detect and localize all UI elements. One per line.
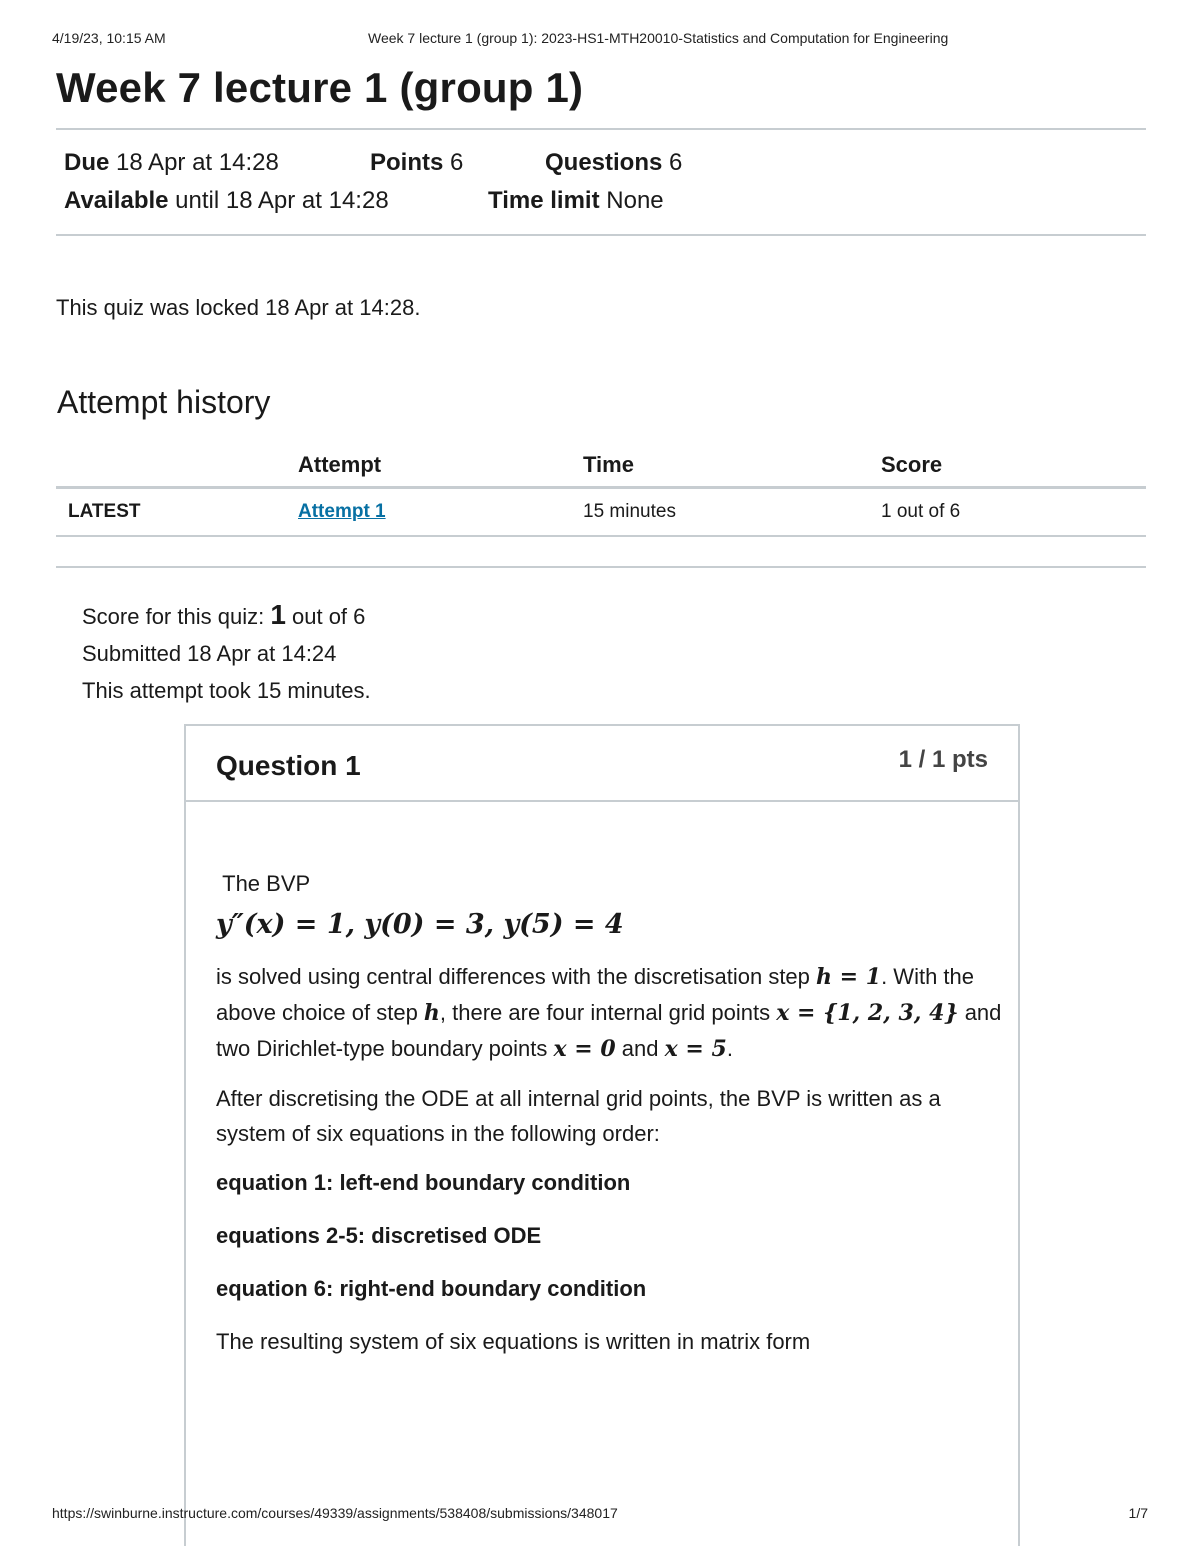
submitted-time: Submitted 18 Apr at 14:24	[82, 641, 337, 666]
points-value: 6	[450, 149, 464, 176]
column-header-score: Score	[881, 446, 1146, 488]
question-intro: The BVP	[222, 871, 311, 896]
question-body	[216, 866, 1006, 1373]
due-label: Due	[64, 149, 110, 176]
available-label: Available	[64, 187, 169, 214]
attempt-history-heading: Attempt history	[57, 384, 271, 420]
score-summary	[82, 596, 371, 709]
question-header	[186, 726, 1018, 802]
score-prefix: Score for this quiz:	[82, 604, 271, 629]
questions-label: Questions	[545, 149, 663, 176]
equation-order-1: equation 1: left-end boundary condition	[216, 1170, 631, 1195]
print-datetime: 4/19/23, 10:15 AM	[52, 30, 166, 46]
attempt-1-link[interactable]: Attempt 1	[298, 501, 386, 522]
score-value: 1	[270, 599, 286, 630]
locked-message: This quiz was locked 18 Apr at 14:28.	[56, 295, 421, 320]
page-number: 1/7	[1128, 1505, 1148, 1521]
equation-order-3: equation 6: right-end boundary condition	[216, 1276, 647, 1301]
question-points: 1 / 1 pts	[898, 746, 988, 773]
questions-info	[545, 149, 682, 177]
divider	[56, 234, 1146, 236]
table-header-row	[56, 446, 1146, 488]
grid-points-math: x = {1, 2, 3, 4}	[776, 1000, 959, 1026]
question-paragraph-3: The resulting system of six equations is written in matrix form	[216, 1329, 811, 1354]
time-cell: 15 minutes	[583, 488, 881, 537]
attempt-duration: This attempt took 15 minutes.	[82, 678, 371, 703]
questions-value: 6	[669, 149, 683, 176]
column-header-time: Time	[583, 446, 881, 488]
due-info	[64, 149, 279, 177]
question-card	[184, 724, 1020, 1546]
right-boundary-math: x = 5	[664, 1036, 727, 1062]
time-limit-value: None	[606, 187, 664, 214]
step-size-math: h = 1	[816, 964, 882, 990]
latest-label: LATEST	[56, 488, 298, 537]
divider	[56, 566, 1146, 568]
bvp-equation: y″(x) = 1, y(0) = 3, y(5) = 4	[216, 909, 624, 940]
score-suffix: out of 6	[285, 604, 366, 629]
available-info	[64, 187, 389, 215]
attempt-history-table	[56, 446, 1146, 537]
step-math: h	[423, 1000, 440, 1026]
quiz-score	[82, 596, 371, 635]
question-paragraph-1: is solved using central differences with the discretisation step h = 1. With the above choice of step h, there are four internal grid points x = {1, 2, 3, 4} and two Dirichlet-type boundary points x = 0 and x = 5.	[216, 964, 1002, 1062]
divider	[56, 128, 1146, 130]
attempt-cell	[298, 488, 583, 537]
column-header-attempt: Attempt	[298, 446, 583, 488]
equation-order-2: equations 2-5: discretised ODE	[216, 1223, 542, 1248]
print-footer	[52, 1505, 1148, 1525]
print-url: https://swinburne.instructure.com/courses/49339/assignments/538408/submissions/348017	[52, 1505, 618, 1521]
page-title: Week 7 lecture 1 (group 1)	[56, 64, 584, 111]
question-title: Question 1	[216, 750, 361, 781]
time-limit-label: Time limit	[488, 187, 600, 214]
points-info	[370, 149, 463, 177]
column-header-label	[56, 446, 298, 488]
print-doc-title: Week 7 lecture 1 (group 1): 2023-HS1-MTH20010-Statistics and Computation for Engineering	[368, 30, 949, 46]
time-limit-info	[488, 187, 664, 215]
due-value: 18 Apr at 14:28	[116, 149, 279, 176]
available-value: until 18 Apr at 14:28	[175, 187, 389, 214]
question-paragraph-2: After discretising the ODE at all internal grid points, the BVP is written as a system of six equations in the following order:	[216, 1086, 941, 1146]
score-cell: 1 out of 6	[881, 488, 1146, 537]
table-row	[56, 488, 1146, 537]
print-header	[52, 30, 1148, 50]
points-label: Points	[370, 149, 444, 176]
left-boundary-math: x = 0	[553, 1036, 616, 1062]
